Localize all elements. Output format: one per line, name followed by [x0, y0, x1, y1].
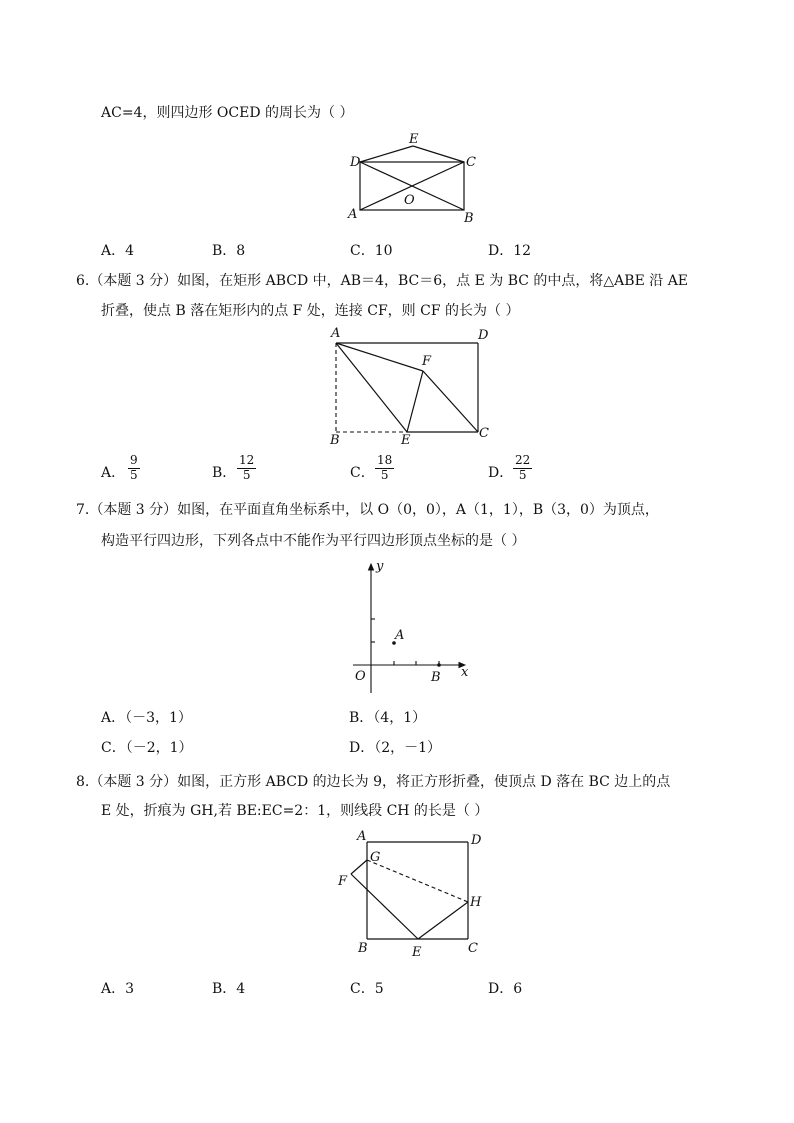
q6-option-c-fraction — [375, 454, 394, 483]
q5-option-d[interactable]: D．12 — [488, 243, 532, 259]
q6-question-line2: 折叠，使点 B 落在矩形内的点 F 处，连接 CF，则 CF 的长为（ ） — [101, 303, 520, 319]
q6-option-b-numerator: 12 — [239, 453, 255, 467]
q7-option-b[interactable]: B．（4，1） — [349, 710, 427, 726]
q5-option-c[interactable]: C．10 — [350, 243, 393, 259]
q6-label-D: D — [478, 328, 489, 343]
q7-label-B: B — [431, 670, 441, 685]
q5-question-tail: AC=4，则四边形 OCED 的周长为（ ） — [101, 105, 354, 121]
q6-option-a-label[interactable]: A． — [101, 465, 126, 481]
q5-label-A: A — [348, 207, 358, 222]
q6-option-d-denominator: 5 — [518, 467, 527, 482]
q7-point-b — [437, 663, 441, 667]
q7-figure — [345, 558, 485, 693]
q8-option-b[interactable]: B．4 — [212, 981, 246, 997]
q6-label-B: B — [330, 433, 340, 448]
q6-option-c-label[interactable]: C． — [350, 465, 375, 481]
q6-option-b-label[interactable]: B． — [212, 465, 237, 481]
q6-option-a-denominator: 5 — [130, 467, 138, 482]
q8-figure — [335, 828, 495, 963]
q8-label-G: G — [370, 850, 381, 865]
q8-label-D: D — [471, 833, 482, 848]
q5-option-b[interactable]: B．8 — [212, 243, 246, 259]
q6-label-F: F — [422, 354, 432, 369]
q8-label-B: B — [358, 941, 368, 956]
q7-question-line1: 7.（本题 3 分）如图，在平面直角坐标系中，以 O（0，0），A（1，1），B（3，0）为顶点， — [76, 502, 659, 518]
q5-label-O: O — [404, 193, 415, 208]
q6-option-a-numerator: 9 — [130, 453, 138, 467]
q6-option-c-numerator: 18 — [377, 453, 393, 467]
q8-label-C: C — [468, 941, 478, 956]
q7-option-d[interactable]: D．（2，－1） — [349, 740, 442, 756]
q7-label-O: O — [355, 669, 366, 684]
q8-label-E: E — [412, 945, 422, 960]
q5-figure — [340, 130, 480, 230]
q7-option-c[interactable]: C．（－2，1） — [101, 740, 193, 756]
q8-label-F: F — [338, 874, 348, 889]
q6-option-d-numerator: 22 — [515, 453, 531, 467]
q5-label-B: B — [464, 211, 474, 226]
q7-question-line2: 构造平行四边形，下列各点中不能作为平行四边形顶点坐标的是（ ） — [101, 533, 526, 549]
q5-label-D: D — [350, 155, 361, 170]
q6-question-line1: 6.（本题 3 分）如图，在矩形 ABCD 中，AB＝4，BC＝6，点 E 为 BC 的中点，将△ABE 沿 AE — [76, 273, 689, 289]
q6-option-b-fraction — [237, 454, 256, 483]
q6-label-C: C — [479, 426, 489, 441]
q5-label-E: E — [409, 132, 419, 147]
q8-option-d[interactable]: D．6 — [488, 981, 523, 997]
q6-option-c-denominator: 5 — [380, 467, 389, 482]
q8-label-H: H — [470, 895, 482, 910]
q7-label-x: x — [461, 665, 469, 680]
q6-label-A: A — [331, 326, 341, 341]
q6-label-E: E — [401, 433, 411, 448]
q8-question-line2: E 处，折痕为 GH,若 BE:EC=2：1，则线段 CH 的长是（ ） — [101, 803, 489, 819]
q5-option-a[interactable]: A．4 — [101, 243, 135, 259]
q7-label-A: A — [395, 628, 405, 643]
q8-label-A: A — [357, 829, 367, 844]
q8-question-line1: 8.（本题 3 分）如图，正方形 ABCD 的边长为 9，将正方形折叠，使顶点 D 落在 BC 边上的点 — [76, 774, 671, 790]
q6-option-b-denominator: 5 — [242, 467, 251, 482]
q5-label-C: C — [466, 155, 476, 170]
q8-option-c[interactable]: C．5 — [350, 981, 384, 997]
q6-option-a-fraction — [128, 454, 140, 483]
q6-figure — [325, 325, 495, 450]
q6-option-d-label[interactable]: D． — [488, 465, 514, 481]
q7-label-y: y — [376, 559, 384, 574]
q6-option-d-fraction — [513, 454, 532, 483]
q8-option-a[interactable]: A．3 — [101, 981, 135, 997]
q7-option-a[interactable]: A．（－3，1） — [101, 710, 192, 726]
